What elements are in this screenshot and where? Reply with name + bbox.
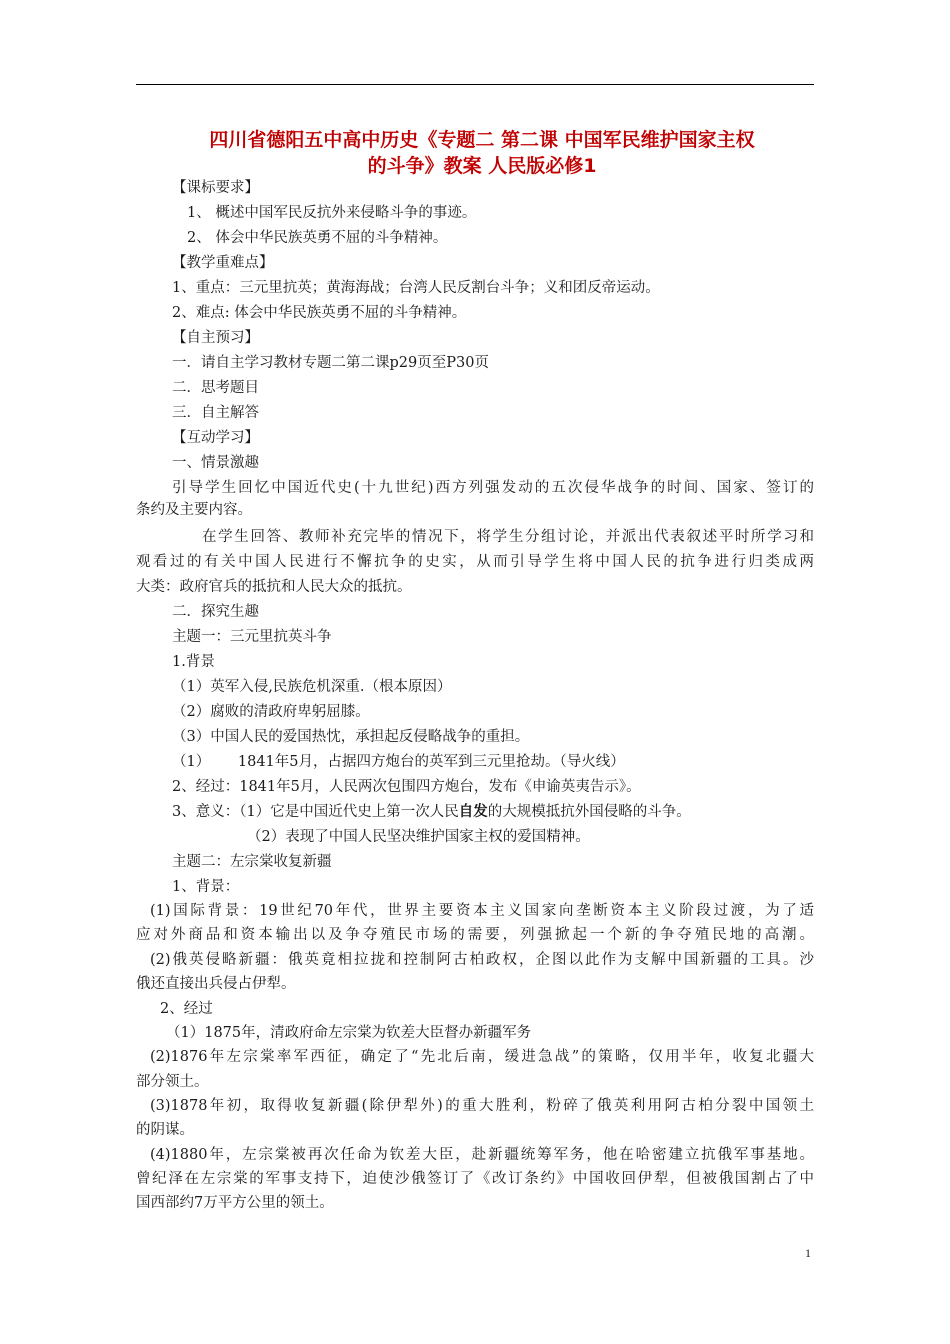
text-line: 1、 概述中国军民反抗外来侵略斗争的事迹。 [187,205,477,221]
section-heading: 【自主预习】 [172,330,259,346]
text-line [172,802,691,822]
title-line-1: 四川省德阳五中高中历史《专题二 第二课 中国军民维护国家主权 [209,129,755,151]
text-line: 一、情景激趣 [172,455,259,471]
paragraph-line: 在学生回答、教师补充完毕的情况下，将学生分组讨论，并派出代表叙述平时所学习和 [202,529,814,545]
paragraph-line: 条约及主要内容。 [136,502,252,518]
text-line: （2）表现了中国人民坚决维护国家主权的爱国精神。 [247,829,590,845]
section-heading: 【课标要求】 [172,180,259,196]
paragraph-line: (2)俄英侵略新疆：俄英竟相拉拢和控制阿古柏政权，企图以此作为支解中国新疆的工具。沙 [150,952,814,968]
text-line: 三．自主解答 [172,405,259,421]
paragraph-line: (4)1880年，左宗棠被再次任命为钦差大臣，赴新疆统筹军务，他在哈密建立抗俄军事基地。 [150,1147,814,1163]
section-heading: 【互动学习】 [172,430,259,446]
text-line: 1、重点：三元里抗英；黄海海战；台湾人民反割台斗争；义和团反帝运动。 [172,280,660,296]
text-span: 3、意义：（1）它是中国近代史上第一次人民 [172,804,459,820]
paragraph-line: 观看过的有关中国人民进行不懈抗争的史实，从而引导学生将中国人民的抗争进行归类成两 [136,554,814,570]
topic-heading: 主题一：三元里抗英斗争 [172,629,332,645]
header-rule [136,84,814,85]
text-line: 二．探究生趣 [172,604,259,620]
text-line: 2、 体会中华民族英勇不屈的斗争精神。 [187,230,448,246]
document-title [150,127,814,179]
text-line: 2、经过：1841年5月，人民两次包围四方炮台，发布《申谕英夷告示》。 [172,779,641,795]
text-span: 的大规模抵抗外国侵略的斗争。 [487,804,691,820]
text-line: 2、难点: 体会中华民族英勇不屈的斗争精神。 [172,305,467,321]
text-line: （2）腐败的清政府卑躬屈膝。 [172,704,370,720]
paragraph-line: 的阴谋。 [136,1122,194,1138]
text-line: 一．请自主学习教材专题二第二课p29页至P30页 [172,355,489,371]
paragraph-line: 部分领土。 [136,1074,209,1090]
paragraph-line: (1)国际背景：19世纪70年代，世界主要资本主义国家向垄断资本主义阶段过渡，为了适 [150,903,814,919]
text-line: （1） 1841年5月，占据四方炮台的英军到三元里抢劫。（导火线） [172,754,625,770]
text-line: 二．思考题目 [172,380,259,396]
emphasis-text: 自发 [458,803,488,820]
paragraph-line: 曾纪泽在左宗棠的军事支持下，迫使沙俄签订了《改订条约》中国收回伊犁，但被俄国割占了中 [136,1171,814,1187]
paragraph-line: 俄还直接出兵侵占伊犁。 [136,976,296,992]
topic-heading: 主题二：左宗棠收复新疆 [172,854,332,870]
page-number: 1 [805,1246,811,1260]
section-heading: 【教学重难点】 [172,255,274,271]
paragraph-line: (2)1876年左宗棠率军西征，确定了“先北后南，缓进急战”的策略，仅用半年，收复北疆大 [150,1049,814,1065]
paragraph-line: 国西部约7万平方公里的领土。 [136,1195,334,1211]
text-line: （3）中国人民的爱国热忱，承担起反侵略战争的重担。 [172,729,530,745]
paragraph-line: (3)1878年初，取得收复新疆(除伊犁外)的重大胜利，粉碎了俄英利用阿古柏分裂中国领土 [150,1098,814,1114]
paragraph-line: 大类：政府官兵的抵抗和人民大众的抵抗。 [136,579,412,595]
text-line: 2、经过 [160,1001,213,1017]
title-line-2: 的斗争》教案 人民版必修1 [367,155,597,177]
text-line: 1.背景 [172,654,215,670]
text-line: 1、背景： [172,879,240,895]
paragraph-line: 应对外商品和资本输出以及争夺殖民市场的需要，列强掀起一个新的争夺殖民地的高潮。 [136,927,814,943]
paragraph-line: 引导学生回忆中国近代史(十九世纪)西方列强发动的五次侵华战争的时间、国家、签订的 [172,480,814,496]
text-line: （1）1875年，清政府命左宗棠为钦差大臣督办新疆军务 [166,1025,532,1041]
text-line: （1）英军入侵,民族危机深重.（根本原因） [172,679,452,695]
